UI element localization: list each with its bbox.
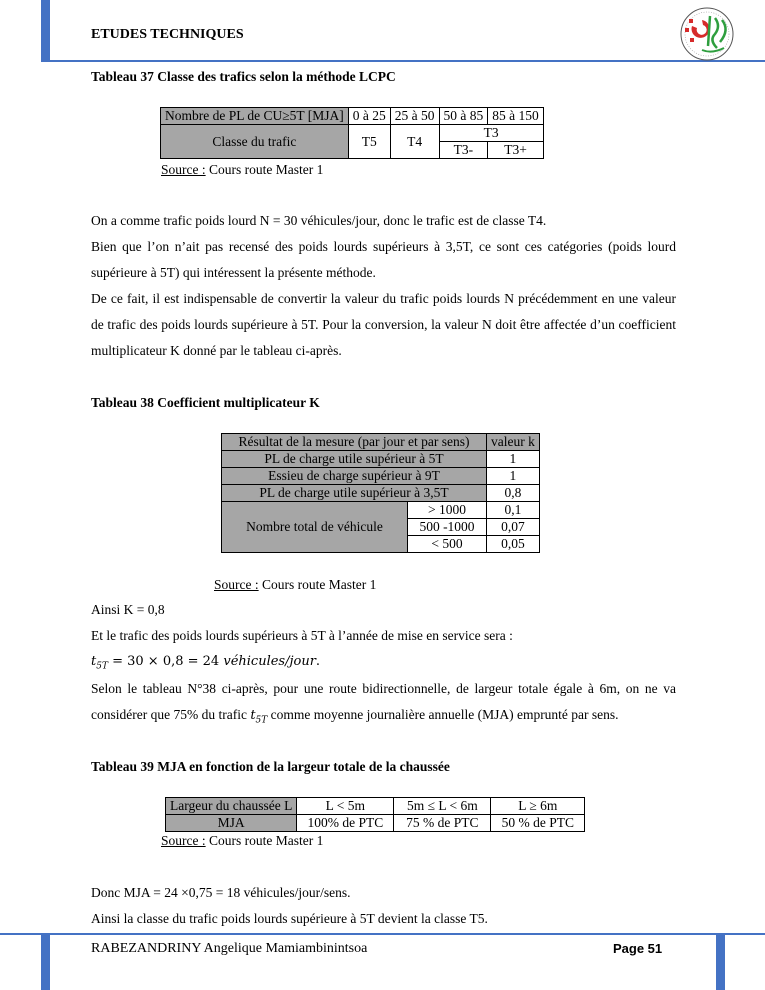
eq-dot: . — [315, 654, 321, 669]
line-mja-result: Donc MJA = 24 ×0,75 = 18 véhicules/jour/sens. — [91, 885, 351, 900]
eq-expression: = 30 × 0,8 = 24 — [107, 654, 224, 669]
t39-header-width: Largeur du chaussée L — [166, 798, 297, 815]
t37-header-count: Nombre de PL de CU≥5T [MJA] — [161, 108, 349, 125]
t39-width-3: L ≥ 6m — [491, 798, 585, 815]
t39-source — [161, 833, 323, 849]
inline-variable — [250, 708, 268, 726]
header-rule — [41, 60, 765, 62]
t39-width-2: 5m ≤ L < 6m — [394, 798, 491, 815]
table-39 — [165, 797, 585, 832]
footer-accent-bar-right — [716, 935, 725, 990]
line-conclusion: Ainsi la classe du trafic poids lourds supérieure à 5T devient la classe T5. — [91, 911, 488, 926]
t39-value-3: 50 % de PTC — [491, 815, 585, 832]
t38-source-label: Source : — [214, 577, 259, 592]
paragraph-4 — [91, 676, 676, 734]
t39-value-2: 75 % de PTC — [394, 815, 491, 832]
inline-var-sub: 5T — [255, 715, 268, 726]
t37-range-3: 50 à 85 — [439, 108, 488, 125]
t37-row-label: Classe du trafic — [161, 125, 349, 159]
t38-header-value: valeur k — [487, 434, 540, 451]
t39-source-label: Source : — [161, 833, 206, 848]
header-accent-bar — [41, 0, 50, 60]
paragraph-4-end: comme moyenne journalière annuelle (MJA) emprunté par sens. — [267, 707, 619, 722]
t38-row-2-value: 1 — [487, 468, 540, 485]
t37-range-4: 85 à 150 — [488, 108, 544, 125]
footer-author: RABEZANDRINY Angelique Mamiambinintsoa — [91, 941, 368, 956]
t37-class-3-plus: T3+ — [488, 142, 544, 159]
page-number: Page 51 — [613, 941, 663, 956]
t38-source — [214, 577, 376, 593]
t38-sub-1-value: 0,1 — [487, 502, 540, 519]
line-traffic-intro: Et le trafic des poids lourds supérieurs à 5T à l’année de mise en service sera : — [91, 628, 513, 643]
t37-class-1: T5 — [348, 125, 390, 159]
table-37 — [160, 107, 544, 159]
t38-row-2-label: Essieu de charge supérieur à 9T — [222, 468, 487, 485]
paragraph-4-start: Selon le tableau N°38 ci-après, pour une route bidirectionnelle, de largeur totale égale à 6m, on ne va considérer que 75% du trafic — [91, 681, 676, 722]
t38-source-text: Cours route Master 1 — [258, 577, 377, 592]
paragraph-3: De ce fait, il est indispensable de convertir la valeur du trafic poids lourds N précédemment en une valeur de trafic des poids lourds supérieure à 5T. Pour la conversion, la valeur N doit être affectée d’un coefficient multiplicateur K donné par le tableau ci-après. — [91, 291, 676, 358]
eq-subscript: 5T — [96, 661, 108, 672]
t37-class-2: T4 — [390, 125, 439, 159]
t38-header-measure: Résultat de la mesure (par jour et par sens) — [222, 434, 487, 451]
equation-traffic — [91, 654, 320, 672]
eq-variable: t — [91, 654, 97, 669]
footer-accent-bar-left — [41, 935, 50, 990]
t38-row-3-label: PL de charge utile supérieur à 3,5T — [222, 485, 487, 502]
t38-sub-3-value: 0,05 — [487, 536, 540, 553]
t37-class-3: T3 — [439, 125, 543, 142]
t38-sub-2-value: 0,07 — [487, 519, 540, 536]
table-38 — [221, 433, 540, 553]
t39-source-text: Cours route Master 1 — [205, 833, 324, 848]
table-39-caption: Tableau 39 MJA en fonction de la largeur totale de la chaussée — [91, 759, 450, 774]
line-k-value: Ainsi K = 0,8 — [91, 602, 165, 617]
table-38-caption: Tableau 38 Coefficient multiplicateur K — [91, 395, 320, 410]
t37-class-3-minus: T3- — [439, 142, 488, 159]
t38-sub-3-label: < 500 — [408, 536, 487, 553]
t38-row-1-label: PL de charge utile supérieur à 5T — [222, 451, 487, 468]
t37-source — [161, 162, 323, 178]
t39-row-mja: MJA — [166, 815, 297, 832]
t38-row-4-label: Nombre total de véhicule — [222, 502, 408, 553]
t38-sub-1-label: > 1000 — [408, 502, 487, 519]
inline-var: t — [250, 708, 256, 723]
school-emblem-icon — [672, 6, 742, 62]
t39-value-1: 100% de PTC — [297, 815, 394, 832]
t39-width-1: L < 5m — [297, 798, 394, 815]
t38-row-3-value: 0,8 — [487, 485, 540, 502]
eq-unit: véhicules/jour — [223, 654, 316, 669]
paragraph-2: Bien que l’on n’ait pas recensé des poids lourds supérieurs à 3,5T, ce sont ces catégories (poids lourd supérieure à 5T) qui intéressent la présente méthode. — [91, 239, 676, 280]
header-title: ETUDES TECHNIQUES — [91, 27, 244, 42]
t37-range-2: 25 à 50 — [390, 108, 439, 125]
paragraph-1: On a comme trafic poids lourd N = 30 véhicules/jour, donc le trafic est de classe T4. — [91, 213, 547, 228]
t37-source-text: Cours route Master 1 — [205, 162, 324, 177]
table-37-caption: Tableau 37 Classe des trafics selon la méthode LCPC — [91, 69, 396, 84]
t37-range-1: 0 à 25 — [348, 108, 390, 125]
t38-sub-2-label: 500 -1000 — [408, 519, 487, 536]
t38-row-1-value: 1 — [487, 451, 540, 468]
t37-source-label: Source : — [161, 162, 206, 177]
footer-rule — [0, 933, 765, 935]
